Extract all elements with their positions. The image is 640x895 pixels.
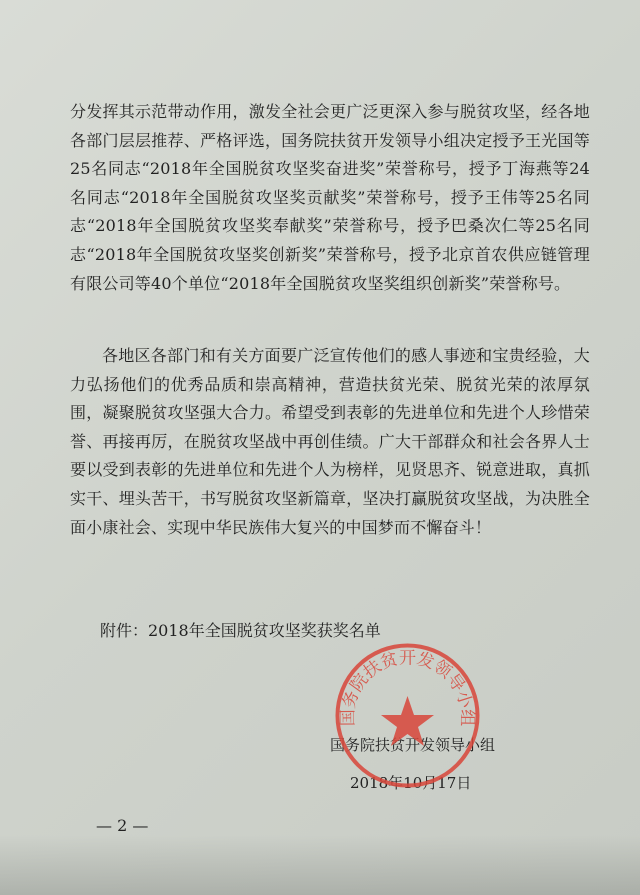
attachment-note: 附件：2018年全国脱贫攻坚奖获奖名单 [100, 621, 381, 640]
page-number: — 2 — [96, 816, 149, 835]
issuer-signature: 国务院扶贫开发领导小组 [330, 736, 496, 754]
body-paragraph-1: 分发挥其示范带动作用，激发全社会更广泛更深入参与脱贫攻坚，经各地各部门层层推荐、严格评选，国务院扶贫开发领导小组决定授予王光国等25名同志“2018年全国脱贫攻坚奖奋进奖”荣誉称号，授予丁海燕等24名同志“2018年全国脱贫攻坚奖贡献奖”荣誉称号，授予王伟等25名同志“2018年全国脱贫攻坚奖奉献奖”荣誉称号，授予巴桑次仁等25名同志“2018年全国脱贫攻坚奖创新奖”荣誉称号，授予北京首农供应链管理有限公司等40个单位“2018年全国脱贫攻坚奖组织创新奖”荣誉称号。 [70, 102, 590, 293]
body-paragraph-2: 各地区各部门和有关方面要广泛宣传他们的感人事迹和宝贵经验，大力弘扬他们的优秀品质和崇高精神，营造扶贫光荣、脱贫光荣的浓厚氛围，凝聚脱贫攻坚强大合力。希望受到表彰的先进单位和先进个人珍惜荣誉、再接再厉，在脱贫攻坚战中再创佳绩。广大干部群众和社会各界人士要以受到表彰的先进单位和先进个人为榜样，见贤思齐、锐意进取，真抓实干、埋头苦干，书写脱贫攻坚新篇章，坚决打赢脱贫攻坚战，为决胜全面小康社会、实现中华民族伟大复兴的中国梦而不懈奋斗！ [70, 346, 590, 537]
seal-star-icon [381, 696, 434, 746]
issue-date: 2018年10月17日 [350, 774, 472, 792]
seal-text: 国务院扶贫开发领导小组 [338, 648, 477, 727]
official-seal [330, 638, 485, 793]
page-shadow [0, 835, 640, 895]
